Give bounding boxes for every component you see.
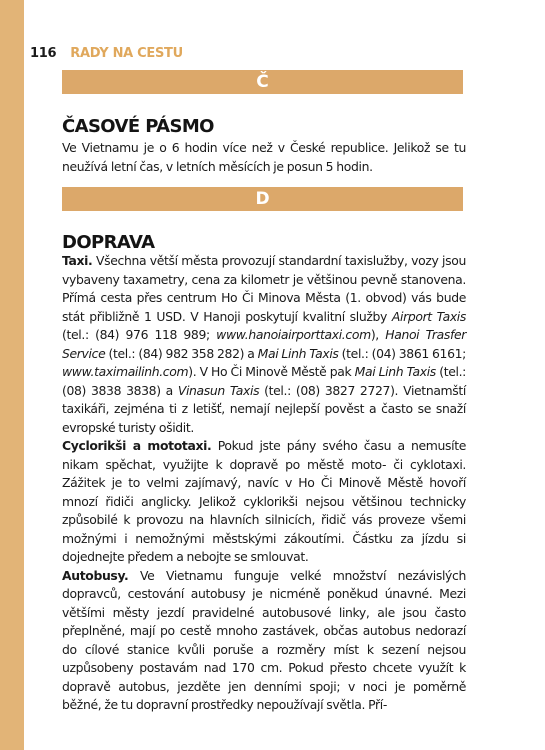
running-header: [30, 46, 183, 68]
taxi-name-airport-taxis: Airport Taxis: [391, 308, 467, 324]
running-title: RADY NA CESTU: [70, 46, 183, 61]
casove-pasmo-paragraph: Ve Vietnamu je o 6 hodin více než v České republice. Jelikož se tu neužívá letní čas, v letních měsících je posun 5 hodin.: [62, 140, 466, 174]
cyclo-text: Pokud jste pány svého času a nemusíte nikam spěchat, využijte k dopravě po městě moto- či cyklotaxi. Zážitek je to velmi zajímavý, navíc v Ho Či Minově Městě hovoří mnozí řidiči anglicky. Jelikož cyklorikši nejsou většinou technicky způsobilé k provozu na hlavních silnicích, řidič vás proveze všemi možnými i nemožnými městskými zákoutími. Částku za jízdu si dojednejte předem a nebojte se smlouvat.: [62, 438, 467, 564]
taxi-text-1: Všechna větší města provozují standardní taxislužby, vozy jsou vybaveny taxametry, cena za kilometr je většinou pevně stanovena. Přímá cesta přes centrum Ho Či Minova Města (1. obvod) vás bude stát přibližně 1 USD. V Hanoji poskytují kvalitní služby: [62, 253, 466, 324]
taxi-name-mai-linh-hanoi: Mai Linh Taxis: [257, 345, 339, 361]
casove-pasmo-text: [62, 139, 466, 176]
taxi-text-8: (tel.: (08) 3827 2727). Vietnamští taxikáři, zejména ti z letišť, nemají nejlepší pověst a často se snaží evropské turisty ošidit.: [62, 382, 466, 435]
taxi-title: Taxi.: [62, 253, 93, 268]
heading-doprava: DOPRAVA: [62, 232, 155, 253]
taxi-text-2: (tel.: (84) 976 118 989;: [62, 327, 217, 342]
page-number: 116: [30, 46, 57, 61]
cyclo-title: Cyclorikši a mototaxi.: [62, 438, 212, 453]
bus-title: Autobusy.: [62, 567, 129, 583]
bus-text: Ve Vietnamu funguje velké množství nezávislých dopravců, cestování autobusy je nicméně poněkud únavné. Mezi většími městy jezdí pravidelné autobusové linky, ale jsou často přeplněné, mají po cestě mnoho zastávek, občas autobus nedorazí do cílové stanice kvůli poruše a rozměry míst k sezení nejsou uzpůsobeny postavám nad 170 cm. Pokud přesto chcete využít k dopravě autobus, jezděte jen denními spoji; v noci je poměrně běžné, že tu dopravní prostředky nepoužívají světla. Pří-: [62, 567, 466, 712]
page-edge-stripe: [0, 0, 24, 750]
taxi-text-7: (tel.: (08) 3838 3838) a: [62, 364, 466, 398]
taxi-web-taximailinh: www.taximailinh.com: [62, 364, 189, 379]
taxi-paragraph: [62, 252, 466, 437]
taxi-text-5: (tel.: (04) 3861 6161;: [338, 345, 466, 361]
taxi-text-3: ),: [370, 327, 386, 342]
taxi-name-hanoi-transfer: Hanoi Trasfer Service: [62, 327, 466, 361]
taxi-text-4: (tel.: (84) 982 358 282) a: [105, 345, 258, 361]
section-letter-d: D: [62, 187, 463, 211]
taxi-name-vinasun: Vinasun Taxis: [177, 382, 260, 398]
heading-casove-pasmo: ČASOVÉ PÁSMO: [62, 116, 214, 137]
doprava-text: [62, 252, 466, 715]
taxi-text-6: ). V Ho Či Minově Městě pak: [188, 364, 355, 379]
cyclo-paragraph: [62, 437, 466, 567]
bus-paragraph: [62, 567, 466, 715]
taxi-web-hanoiairporttaxi: www.hanoiairporttaxi.com: [216, 327, 371, 342]
section-letter-c: Č: [62, 70, 463, 94]
taxi-name-mai-linh-hcmc: Mai Linh Taxis: [354, 364, 436, 379]
